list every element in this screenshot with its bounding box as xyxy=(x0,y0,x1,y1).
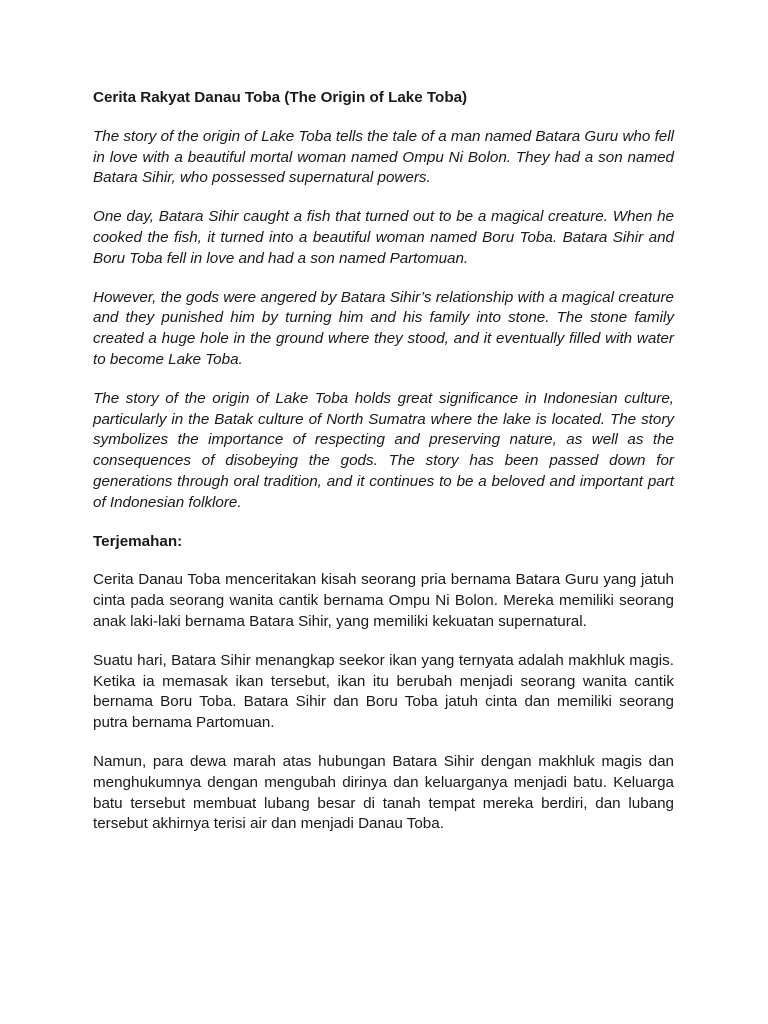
english-paragraph-2: One day, Batara Sihir caught a fish that turned out to be a magical creature. When he cooked the fish, it turned into a beautiful woman named Boru Toba. Batara Sihir and Boru Toba fell in love and had a son named Partomuan. xyxy=(93,208,674,267)
translation-heading: Terjemahan: xyxy=(93,532,183,550)
english-paragraph-3: However, the gods were angered by Batara Sihir’s relationship with a magical creature and they punished him by turning him and his family into stone. The stone family created a huge hole in the ground where they stood, and it eventually filled with water to become Lake Toba. xyxy=(93,288,674,368)
indonesian-paragraph-3: Namun, para dewa marah atas hubungan Batara Sihir dengan makhluk magis dan menghukumnya dengan mengubah dirinya dan keluarganya menjadi batu. Keluarga batu tersebut membuat lubang besar di tanah tempat mereka berdiri, dan lubang tersebut akhirnya terisi air dan menjadi Danau Toba. xyxy=(93,752,674,833)
english-paragraph-4: The story of the origin of Lake Toba holds great significance in Indonesian culture, particularly in the Batak culture of North Sumatra where the lake is located. The story symbolizes the importance of respecting and preserving nature, as well as the consequences of disobeying the gods. The story has been passed down for generations through oral tradition, and it continues to be a beloved and important part of Indonesian folklore. xyxy=(93,389,674,511)
document-title: Cerita Rakyat Danau Toba (The Origin of Lake Toba) xyxy=(93,89,468,106)
indonesian-paragraph-2: Suatu hari, Batara Sihir menangkap seekor ikan yang ternyata adalah makhluk magis. Ketika ia memasak ikan tersebut, ikan itu berubah menjadi seorang wanita cantik bernama Boru Toba. Batara Sihir dan Boru Toba jatuh cinta dan memiliki seorang putra bernama Partomuan. xyxy=(93,651,674,732)
english-paragraph-1: The story of the origin of Lake Toba tells the tale of a man named Batara Guru who fell in love with a beautiful mortal woman named Ompu Ni Bolon. They had a son named Batara Sihir, who possessed supernatural powers. xyxy=(93,127,674,187)
indonesian-paragraph-1: Cerita Danau Toba menceritakan kisah seorang pria bernama Batara Guru yang jatuh cinta pada seorang wanita cantik bernama Ompu Ni Bolon. Mereka memiliki seorang anak laki-laki bernama Batara Sihir, yang memiliki kekuatan supernatural. xyxy=(93,571,674,630)
